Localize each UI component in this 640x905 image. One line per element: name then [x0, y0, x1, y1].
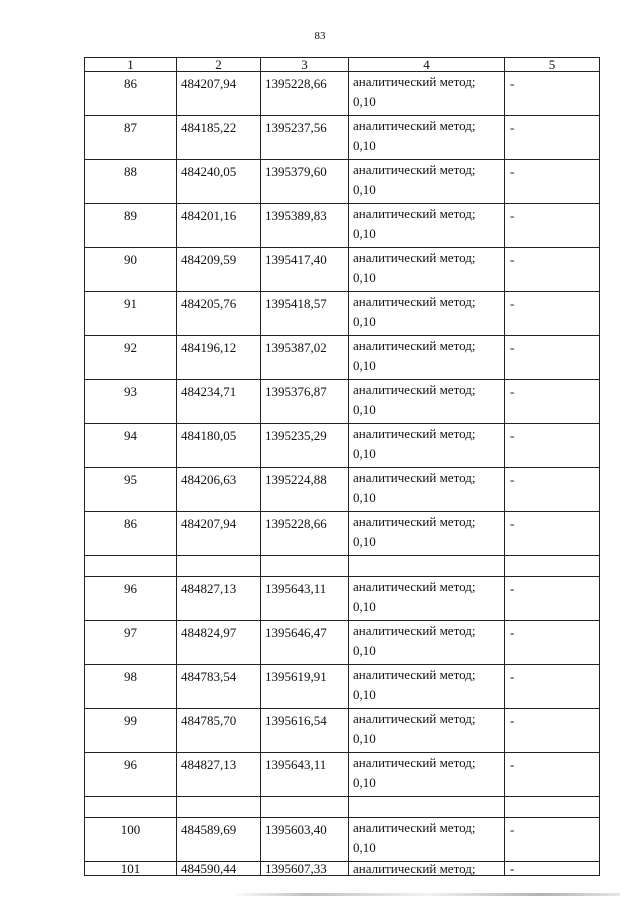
accuracy-value: 0,10 [353, 534, 376, 549]
coord-y: 1395619,91 [261, 665, 349, 709]
method-label: аналитический метод; [353, 426, 476, 441]
point-number: 91 [85, 292, 177, 336]
note-cell: - [505, 621, 600, 665]
note-cell: - [505, 160, 600, 204]
accuracy-value: 0,10 [353, 358, 376, 373]
note-cell: - [505, 577, 600, 621]
method-label: аналитический метод; [353, 623, 476, 638]
method-cell [349, 292, 505, 336]
note-cell: - [505, 512, 600, 556]
accuracy-value: 0,10 [353, 840, 376, 855]
coord-x: 484205,76 [177, 292, 261, 336]
table-row [85, 665, 600, 709]
method-cell [349, 862, 505, 876]
note-cell: - [505, 72, 600, 116]
accuracy-value: 0,10 [353, 687, 376, 702]
method-label: аналитический метод; [353, 382, 476, 397]
method-label: аналитический метод; [353, 118, 476, 133]
table-body [85, 72, 600, 876]
method-cell [349, 336, 505, 380]
header-col-1: 1 [85, 58, 177, 72]
coord-y: 1395235,29 [261, 424, 349, 468]
point-number: 101 [85, 862, 177, 876]
accuracy-value: 0,10 [353, 490, 376, 505]
table-row [85, 512, 600, 556]
note-cell: - [505, 336, 600, 380]
table-row-empty [85, 556, 600, 577]
accuracy-value: 0,10 [353, 138, 376, 153]
table-row [85, 336, 600, 380]
empty-cell [349, 556, 505, 577]
table-row-empty [85, 797, 600, 818]
empty-cell [261, 797, 349, 818]
empty-cell [85, 797, 177, 818]
point-number: 99 [85, 709, 177, 753]
note-cell: - [505, 116, 600, 160]
coord-y: 1395643,11 [261, 577, 349, 621]
point-number: 87 [85, 116, 177, 160]
method-cell [349, 424, 505, 468]
method-label: аналитический метод; [353, 514, 476, 529]
accuracy-value: 0,10 [353, 446, 376, 461]
note-cell: - [505, 380, 600, 424]
table-row [85, 380, 600, 424]
coord-y: 1395389,83 [261, 204, 349, 248]
note-cell: - [505, 204, 600, 248]
method-label: аналитический метод; [353, 250, 476, 265]
table-row [85, 292, 600, 336]
coord-y: 1395607,33 [261, 862, 349, 876]
table-row [85, 248, 600, 292]
accuracy-value: 0,10 [353, 731, 376, 746]
coord-x: 484783,54 [177, 665, 261, 709]
method-label: аналитический метод; [353, 755, 476, 770]
coord-x: 484209,59 [177, 248, 261, 292]
coord-x: 484824,97 [177, 621, 261, 665]
note-cell: - [505, 292, 600, 336]
coord-y: 1395376,87 [261, 380, 349, 424]
empty-cell [85, 556, 177, 577]
coordinates-table [84, 57, 600, 876]
coord-x: 484201,16 [177, 204, 261, 248]
method-cell [349, 818, 505, 862]
point-number: 100 [85, 818, 177, 862]
coord-y: 1395379,60 [261, 160, 349, 204]
table-row [85, 468, 600, 512]
table-row [85, 72, 600, 116]
header-col-4: 4 [349, 58, 505, 72]
note-cell: - [505, 818, 600, 862]
note-cell: - [505, 709, 600, 753]
coord-x: 484827,13 [177, 753, 261, 797]
method-cell [349, 753, 505, 797]
coord-x: 484196,12 [177, 336, 261, 380]
note-cell: - [505, 424, 600, 468]
method-cell [349, 665, 505, 709]
accuracy-value: 0,10 [353, 270, 376, 285]
method-label: аналитический метод; [353, 470, 476, 485]
method-label: аналитический метод; [353, 667, 476, 682]
method-cell [349, 468, 505, 512]
empty-cell [349, 797, 505, 818]
table-row [85, 116, 600, 160]
coord-y: 1395387,02 [261, 336, 349, 380]
accuracy-value: 0,10 [353, 402, 376, 417]
accuracy-value: 0,10 [353, 599, 376, 614]
accuracy-value: 0,10 [353, 94, 376, 109]
coord-y: 1395228,66 [261, 72, 349, 116]
coord-x: 484206,63 [177, 468, 261, 512]
accuracy-value: 0,10 [353, 643, 376, 658]
point-number: 96 [85, 577, 177, 621]
accuracy-value: 0,10 [353, 314, 376, 329]
point-number: 86 [85, 512, 177, 556]
coord-x: 484185,22 [177, 116, 261, 160]
method-label: аналитический метод; [353, 294, 476, 309]
coord-y: 1395646,47 [261, 621, 349, 665]
coord-y: 1395418,57 [261, 292, 349, 336]
method-cell [349, 380, 505, 424]
accuracy-value: 0,10 [353, 226, 376, 241]
table-row [85, 204, 600, 248]
header-col-2: 2 [177, 58, 261, 72]
coord-x: 484207,94 [177, 512, 261, 556]
coord-y: 1395643,11 [261, 753, 349, 797]
method-cell [349, 621, 505, 665]
header-col-5: 5 [505, 58, 600, 72]
table-row [85, 753, 600, 797]
method-label: аналитический метод; [353, 711, 476, 726]
table-row [85, 709, 600, 753]
point-number: 94 [85, 424, 177, 468]
table-row [85, 160, 600, 204]
coord-y: 1395224,88 [261, 468, 349, 512]
coord-y: 1395228,66 [261, 512, 349, 556]
point-number: 97 [85, 621, 177, 665]
point-number: 95 [85, 468, 177, 512]
note-cell: - [505, 665, 600, 709]
method-cell [349, 248, 505, 292]
empty-cell [177, 556, 261, 577]
note-cell: - [505, 248, 600, 292]
scan-artifact [230, 893, 620, 896]
point-number: 96 [85, 753, 177, 797]
point-number: 92 [85, 336, 177, 380]
empty-cell [177, 797, 261, 818]
method-cell [349, 512, 505, 556]
empty-cell [505, 797, 600, 818]
table-row [85, 862, 600, 876]
method-cell [349, 160, 505, 204]
table-row [85, 621, 600, 665]
point-number: 86 [85, 72, 177, 116]
point-number: 93 [85, 380, 177, 424]
coord-x: 484589,69 [177, 818, 261, 862]
coord-x: 484827,13 [177, 577, 261, 621]
note-cell: - [505, 753, 600, 797]
method-cell [349, 204, 505, 248]
coord-y: 1395237,56 [261, 116, 349, 160]
table-row [85, 818, 600, 862]
point-number: 98 [85, 665, 177, 709]
empty-cell [505, 556, 600, 577]
coord-x: 484234,71 [177, 380, 261, 424]
point-number: 88 [85, 160, 177, 204]
header-col-3: 3 [261, 58, 349, 72]
note-cell: - [505, 468, 600, 512]
method-cell [349, 72, 505, 116]
method-label: аналитический метод; [353, 206, 476, 221]
coord-y: 1395616,54 [261, 709, 349, 753]
point-number: 90 [85, 248, 177, 292]
coord-y: 1395417,40 [261, 248, 349, 292]
accuracy-value: 0,10 [353, 182, 376, 197]
coord-x: 484240,05 [177, 160, 261, 204]
method-label: аналитический метод; [353, 820, 476, 835]
method-label: аналитический метод; [353, 338, 476, 353]
coord-x: 484180,05 [177, 424, 261, 468]
table-row [85, 577, 600, 621]
coord-x: 484207,94 [177, 72, 261, 116]
method-label: аналитический метод; [353, 861, 476, 876]
coord-y: 1395603,40 [261, 818, 349, 862]
table-header-row [85, 58, 600, 72]
note-cell: - [505, 862, 600, 876]
method-cell [349, 116, 505, 160]
method-label: аналитический метод; [353, 162, 476, 177]
accuracy-value: 0,10 [353, 775, 376, 790]
coord-x: 484590,44 [177, 862, 261, 876]
coord-x: 484785,70 [177, 709, 261, 753]
method-label: аналитический метод; [353, 74, 476, 89]
page-number: 83 [314, 30, 326, 42]
point-number: 89 [85, 204, 177, 248]
method-cell [349, 709, 505, 753]
method-label: аналитический метод; [353, 579, 476, 594]
table-row [85, 424, 600, 468]
empty-cell [261, 556, 349, 577]
method-cell [349, 577, 505, 621]
